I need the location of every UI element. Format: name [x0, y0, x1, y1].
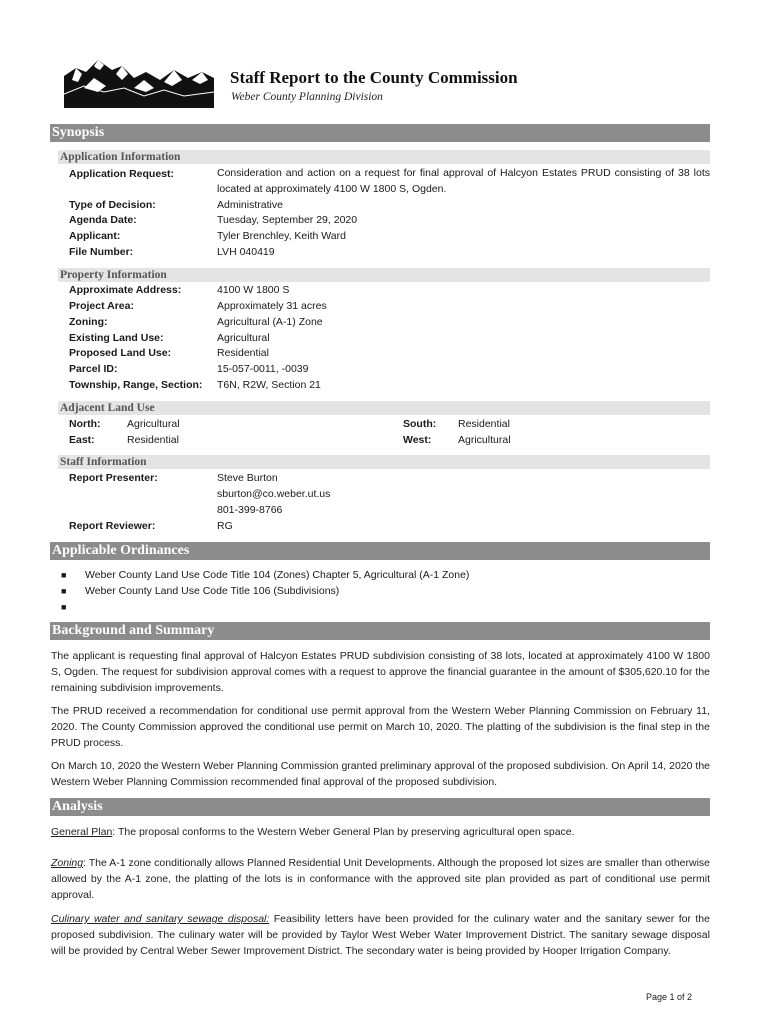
page-number: Page 1 of 2 [646, 992, 693, 1002]
general-plan-text: : The proposal conforms to the Western Weber General Plan by preserving agricultural open space. [112, 826, 575, 838]
south-value: Residential [458, 418, 510, 430]
presenter-name: Steve Burton [217, 472, 278, 484]
existing-land-use-value: Agricultural [217, 332, 270, 344]
presenter-email: sburton@co.weber.ut.us [217, 488, 331, 500]
north-label: North: [69, 418, 101, 430]
proposed-land-use-label: Proposed Land Use: [69, 347, 172, 359]
report-reviewer-value: RG [217, 520, 233, 532]
background-paragraph: The PRUD received a recommendation for conditional use permit approval from the Western Weber Planning Commission on February 11, 2020. The County Commission approved the conditional use permit on March 10, 2020. The platting of the subdivision is the final step in the PRUD process. [51, 705, 710, 749]
type-of-decision-value: Administrative [217, 199, 283, 211]
project-area-value: Approximately 31 acres [217, 300, 327, 312]
water-sewer-paragraph [51, 911, 710, 959]
file-number-label: File Number: [69, 246, 134, 258]
synopsis-heading: Synopsis [50, 124, 710, 142]
background-paragraph: The applicant is requesting final approval of Halcyon Estates PRUD subdivision consisting of 38 lots, located at approximately 4100 W 1800 S, Ogden. The request for subdivision approval comes with a request to approve the financial guarantee in the amount of $305,620.10 for the remaining subdivision improvements. [51, 650, 710, 694]
report-reviewer-label: Report Reviewer: [69, 520, 156, 532]
property-information-heading: Property Information [58, 268, 710, 282]
application-request-label: Application Request: [69, 168, 175, 180]
agenda-date-value: Tuesday, September 29, 2020 [217, 214, 358, 226]
parcel-id-label: Parcel ID: [69, 363, 118, 375]
background-paragraph: On March 10, 2020 the Western Weber Planning Commission granted preliminary approval of the proposed subdivision. On April 14, 2020 the Western Weber Planning Commission recommended final approval of the proposed subdivision. [51, 760, 710, 788]
parcel-id-value: 15-057-0011, -0039 [217, 363, 309, 375]
background-summary-heading: Background and Summary [50, 622, 710, 640]
project-area-label: Project Area: [69, 300, 134, 312]
water-sewer-text: Feasibility letters have been provided for the culinary water and the sanitary sewer for the proposed subdivision. The culinary water will be provided by Taylor West Weber Water Improvement District. The sanitary sewage disposal will be provided by Central Weber Sewer Improvement District. The secondary water is being provided by Hooper Irrigation Company. [51, 913, 710, 957]
approximate-address-label: Approximate Address: [69, 284, 182, 296]
adjacent-land-use-heading: Adjacent Land Use [58, 401, 710, 415]
applicant-value: Tyler Brenchley, Keith Ward [217, 230, 346, 242]
approximate-address-value: 4100 W 1800 S [217, 284, 290, 296]
presenter-phone: 801-399-8766 [217, 504, 283, 516]
proposed-land-use-value: Residential [217, 347, 269, 359]
bullet-icon: ■ [61, 570, 67, 580]
applicable-ordinances-heading: Applicable Ordinances [50, 542, 710, 560]
staff-information-heading: Staff Information [58, 455, 710, 469]
ordinance-item: Weber County Land Use Code Title 104 (Zones) Chapter 5, Agricultural (A-1 Zone) [85, 569, 470, 581]
existing-land-use-label: Existing Land Use: [69, 332, 164, 344]
township-range-section-label: Township, Range, Section: [69, 379, 203, 391]
east-value: Residential [127, 434, 179, 446]
west-label: West: [403, 434, 432, 446]
ordinance-item: Weber County Land Use Code Title 106 (Subdivisions) [85, 585, 340, 597]
general-plan-paragraph [51, 824, 710, 840]
north-value: Agricultural [127, 418, 180, 430]
west-value: Agricultural [458, 434, 511, 446]
applicant-label: Applicant: [69, 230, 121, 242]
report-title: Staff Report to the County Commission [230, 68, 518, 87]
south-label: South: [403, 418, 437, 430]
zoning-analysis-label: Zoning [51, 857, 84, 869]
bullet-icon: ■ [61, 602, 67, 612]
zoning-label: Zoning: [69, 316, 108, 328]
bullet-icon: ■ [61, 586, 67, 596]
file-number-value: LVH 040419 [217, 246, 275, 258]
water-sewer-label: Culinary water and sanitary sewage disposal: [51, 913, 270, 925]
mountain-logo-icon [64, 58, 214, 108]
type-of-decision-label: Type of Decision: [69, 199, 156, 211]
report-subtitle: Weber County Planning Division [231, 91, 383, 103]
zoning-value: Agricultural (A-1) Zone [217, 316, 323, 328]
application-request-value: Consideration and action on a request for final approval of Halcyon Estates PRUD consisting of 38 lots located at approximately 4100 W 1800 S, Ogden. [217, 167, 710, 195]
zoning-analysis-text: : The A-1 zone conditionally allows Planned Residential Unit Developments. Although the proposed lot sizes are smaller than otherwise allowed by the A-1 zone, the platting of the lots is in conformance with the approved site plan provided as part of conditional use permit approval. [51, 857, 710, 901]
zoning-paragraph [51, 855, 710, 903]
general-plan-label: General Plan [51, 826, 113, 838]
township-range-section-value: T6N, R2W, Section 21 [217, 379, 321, 391]
east-label: East: [69, 434, 95, 446]
application-information-heading: Application Information [58, 150, 710, 164]
agenda-date-label: Agenda Date: [69, 214, 137, 226]
analysis-heading: Analysis [50, 798, 710, 816]
report-presenter-label: Report Presenter: [69, 472, 158, 484]
